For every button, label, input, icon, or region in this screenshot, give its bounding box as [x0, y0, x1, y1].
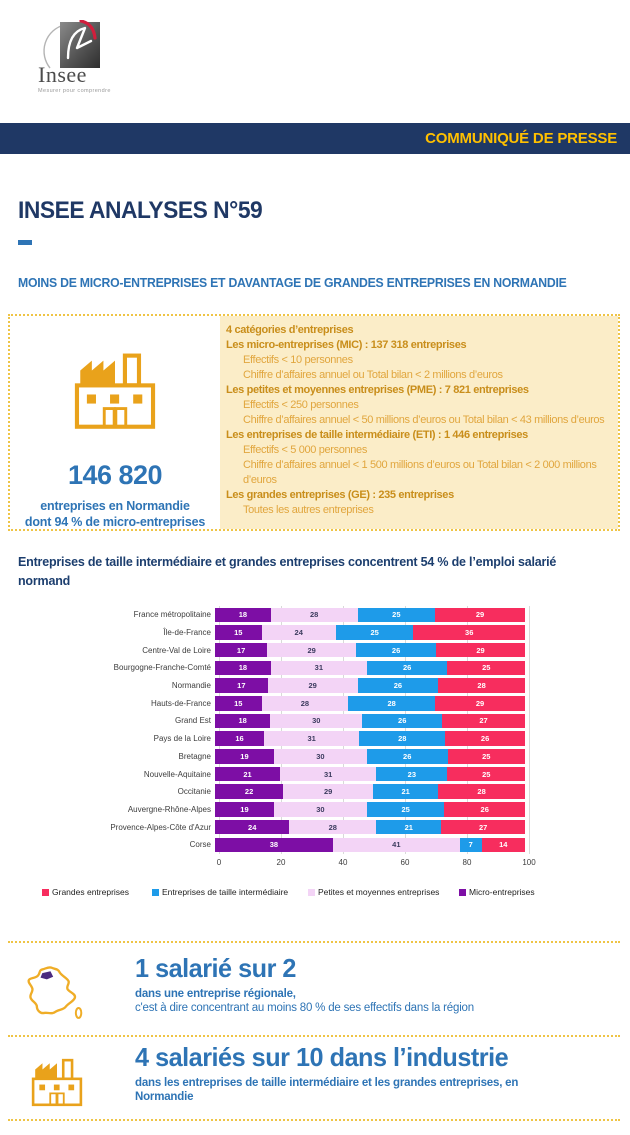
chart-row: [18, 712, 612, 730]
bar-segment: 27: [441, 820, 525, 835]
bar-segment: 29: [435, 608, 525, 623]
row-label: Pays de la Loire: [153, 734, 211, 744]
category-detail: Effectifs < 250 personnes: [243, 399, 359, 411]
bar-segment: 24: [215, 820, 289, 835]
bar-segment: 18: [215, 714, 270, 729]
legend-label: Petites et moyennes entreprises: [318, 887, 440, 897]
row-label: Corse: [189, 840, 211, 850]
big-number: 146 820: [67, 460, 163, 490]
fact-industry-headline: 4 salariés sur 10 dans l’industrie: [135, 1042, 509, 1072]
chart-legend: [18, 887, 612, 901]
bar-segment: 36: [413, 625, 525, 640]
categories-panel: [220, 316, 618, 529]
bar-segment: 25: [367, 802, 445, 817]
bar-segment: 31: [264, 731, 359, 746]
bar-segment: 41: [333, 838, 460, 853]
bar-segment: 18: [215, 608, 271, 623]
bar-segment: 31: [280, 767, 376, 782]
bar-segment: 26: [356, 643, 436, 658]
chart-row: [18, 818, 612, 836]
bar-segment: 29: [435, 696, 525, 711]
page-subtitle: MOINS DE MICRO-ENTREPRISES ET DAVANTAGE DE GRANDES ENTREPRISES EN NORMANDIE: [18, 276, 567, 290]
bar-segment: 23: [376, 767, 447, 782]
bar-segment: 27: [442, 714, 525, 729]
bar-segment: 38: [215, 838, 333, 853]
row-bars: [215, 838, 525, 853]
bar-segment: 21: [215, 767, 280, 782]
row-label: Grand Est: [174, 716, 211, 726]
bar-segment: 16: [215, 731, 264, 746]
bar-segment: 25: [448, 749, 526, 764]
bar-segment: 29: [267, 643, 356, 658]
legend-item: [459, 887, 535, 897]
bar-segment: 21: [376, 820, 441, 835]
bar-segment: 31: [271, 661, 367, 676]
legend-swatch: [459, 889, 466, 896]
bar-segment: 28: [348, 696, 435, 711]
row-bars: [215, 625, 525, 640]
x-axis: [18, 858, 612, 870]
bar-segment: 17: [215, 643, 267, 658]
row-label: Provence-Alpes-Côte d'Azur: [110, 822, 211, 832]
bar-segment: 29: [283, 784, 373, 799]
page-title: INSEE ANALYSES N°59: [18, 197, 263, 224]
category-header: Les petites et moyennes entreprises (PME) : 7 821 entreprises: [226, 384, 529, 396]
row-bars: [215, 784, 525, 799]
bar-segment: 7: [460, 838, 482, 853]
bar-segment: 26: [367, 661, 448, 676]
legend-item: [308, 887, 439, 897]
insee-wordmark: Insee: [38, 62, 87, 87]
chart-row: [18, 641, 612, 659]
row-label: Bourgogne-Franche-Comté: [113, 663, 211, 673]
row-label: Centre-Val de Loire: [142, 645, 211, 655]
dotted-separator: [8, 941, 620, 943]
category-header: Les micro-entreprises (MIC) : 137 318 entreprises: [226, 339, 467, 351]
bar-segment: 21: [373, 784, 438, 799]
row-label: Occitanie: [177, 787, 211, 797]
row-bars: [215, 749, 525, 764]
chart-row: [18, 836, 612, 854]
x-tick-label: 0: [216, 857, 222, 867]
bar-segment: 28: [271, 608, 358, 623]
bar-segment: 26: [358, 678, 439, 693]
chart-row: [18, 659, 612, 677]
row-bars: [215, 696, 525, 711]
chart-row: [18, 677, 612, 695]
legend-item: [152, 887, 288, 897]
bar-segment: 26: [367, 749, 448, 764]
bar-segment: 25: [336, 625, 414, 640]
x-tick-label: 40: [338, 857, 348, 867]
key-figure-caption: [10, 498, 220, 530]
bar-segment: 28: [262, 696, 349, 711]
row-label: Auvergne-Rhône-Alpes: [127, 804, 211, 814]
row-bars: [215, 714, 525, 729]
legend-item: [42, 887, 129, 897]
category-detail: Effectifs < 10 personnes: [243, 354, 353, 366]
bar-segment: 25: [358, 608, 436, 623]
legend-swatch: [308, 889, 315, 896]
x-tick-label: 100: [522, 857, 536, 867]
bar-segment: 29: [436, 643, 525, 658]
bar-segment: 26: [362, 714, 442, 729]
row-bars: [215, 820, 525, 835]
row-bars: [215, 643, 525, 658]
row-label: Bretagne: [178, 751, 211, 761]
row-label: Hauts-de-France: [150, 698, 211, 708]
row-label: Nouvelle-Aquitaine: [143, 769, 211, 779]
row-bars: [215, 678, 525, 693]
bar-segment: 26: [444, 802, 525, 817]
bar-segment: 25: [447, 767, 525, 782]
bar-segment: 25: [447, 661, 525, 676]
row-bars: [215, 608, 525, 623]
bar-segment: 24: [262, 625, 336, 640]
category-header: Les grandes entreprises (GE) : 235 entreprises: [226, 489, 454, 501]
fact-regional-line-bold: dans une entreprise régionale,: [135, 988, 296, 1000]
chart-row: [18, 748, 612, 766]
press-banner-label: COMMUNIQUÉ DE PRESSE: [425, 130, 617, 147]
bar-segment: 30: [274, 749, 367, 764]
chart-rows: [18, 606, 612, 854]
press-banner: [0, 123, 630, 154]
bar-segment: 30: [274, 802, 367, 817]
bar-segment: 28: [438, 678, 525, 693]
bar-segment: 19: [215, 802, 274, 817]
row-label: Île-de-France: [163, 628, 211, 638]
dotted-separator: [8, 1119, 620, 1121]
bar-segment: 22: [215, 784, 283, 799]
category-detail: Chiffre d’affaires annuel < 50 millions d’euros ou Total bilan < 43 millions d’euros: [243, 414, 605, 426]
chart-title: Entreprises de taille intermédiaire et grandes entreprises concentrent 54 % de l’emploi salarié normand: [18, 555, 557, 588]
title-dash: [18, 240, 32, 245]
caption-line-2: dont 94 % de micro-entreprises: [24, 515, 206, 529]
insee-tagline: Mesurer pour comprendre: [38, 88, 111, 94]
fact-regional-headline: 1 salarié sur 2: [135, 953, 296, 983]
caption-line-1: entreprises en Normandie: [40, 499, 190, 513]
category-detail: Effectifs < 5 000 personnes: [243, 444, 367, 456]
bar-segment: 26: [445, 731, 525, 746]
category-detail: Chiffre d’affaires annuel < 1 500 millions d’euros ou Total bilan < 2 000 millions d’euros: [243, 459, 597, 486]
legend-label: Grandes entreprises: [52, 887, 130, 897]
categories-title: 4 catégories d’entreprises: [226, 324, 354, 336]
bar-segment: 28: [289, 820, 376, 835]
legend-swatch: [152, 889, 159, 896]
row-bars: [215, 661, 525, 676]
legend-label: Micro-entreprises: [469, 887, 535, 897]
legend-label: Entreprises de taille intermédiaire: [162, 887, 289, 897]
chart-row: [18, 606, 612, 624]
bar-segment: 19: [215, 749, 274, 764]
row-label: France métropolitaine: [133, 610, 211, 620]
bar-segment: 15: [215, 625, 262, 640]
chart-row: [18, 801, 612, 819]
x-tick-label: 60: [400, 857, 410, 867]
x-tick-label: 20: [276, 857, 286, 867]
chart-row: [18, 730, 612, 748]
chart-row: [18, 765, 612, 783]
key-figures-panel: [8, 314, 620, 531]
factory-icon-small: [30, 1058, 84, 1108]
france-map-icon: [26, 960, 84, 1026]
factory-icon: [72, 346, 158, 438]
bar-segment: 28: [438, 784, 525, 799]
bar-segment: 18: [215, 661, 271, 676]
bar-segment: 29: [268, 678, 358, 693]
chart-row: [18, 783, 612, 801]
row-label: Normandie: [171, 681, 211, 691]
bar-segment: 15: [215, 696, 262, 711]
bar-segment: 17: [215, 678, 268, 693]
stacked-bar-chart: [18, 606, 612, 870]
category-detail: Toutes les autres entreprises: [243, 504, 374, 516]
bar-segment: 14: [482, 838, 525, 853]
bar-segment: 30: [270, 714, 362, 729]
bar-segment: 28: [359, 731, 445, 746]
legend-swatch: [42, 889, 49, 896]
categories-list: [226, 338, 608, 518]
category-detail: Chiffre d’affaires annuel ou Total bilan < 2 millions d’euros: [243, 369, 503, 381]
chart-row: [18, 624, 612, 642]
fact-regional-line-regular: c'est à dire concentrant au moins 80 % de ses effectifs dans la région: [135, 1002, 474, 1014]
row-bars: [215, 731, 525, 746]
key-figures-left: [10, 316, 220, 529]
chart-row: [18, 694, 612, 712]
row-bars: [215, 767, 525, 782]
dotted-separator: [8, 1035, 620, 1037]
category-header: Les entreprises de taille intermédiaire (ETI) : 1 446 entreprises: [226, 429, 528, 441]
x-tick-label: 80: [462, 857, 472, 867]
row-bars: [215, 802, 525, 817]
fact-industry-line-bold: dans les entreprises de taille intermédiaire et les grandes entreprises, en Normandie: [135, 1077, 519, 1103]
